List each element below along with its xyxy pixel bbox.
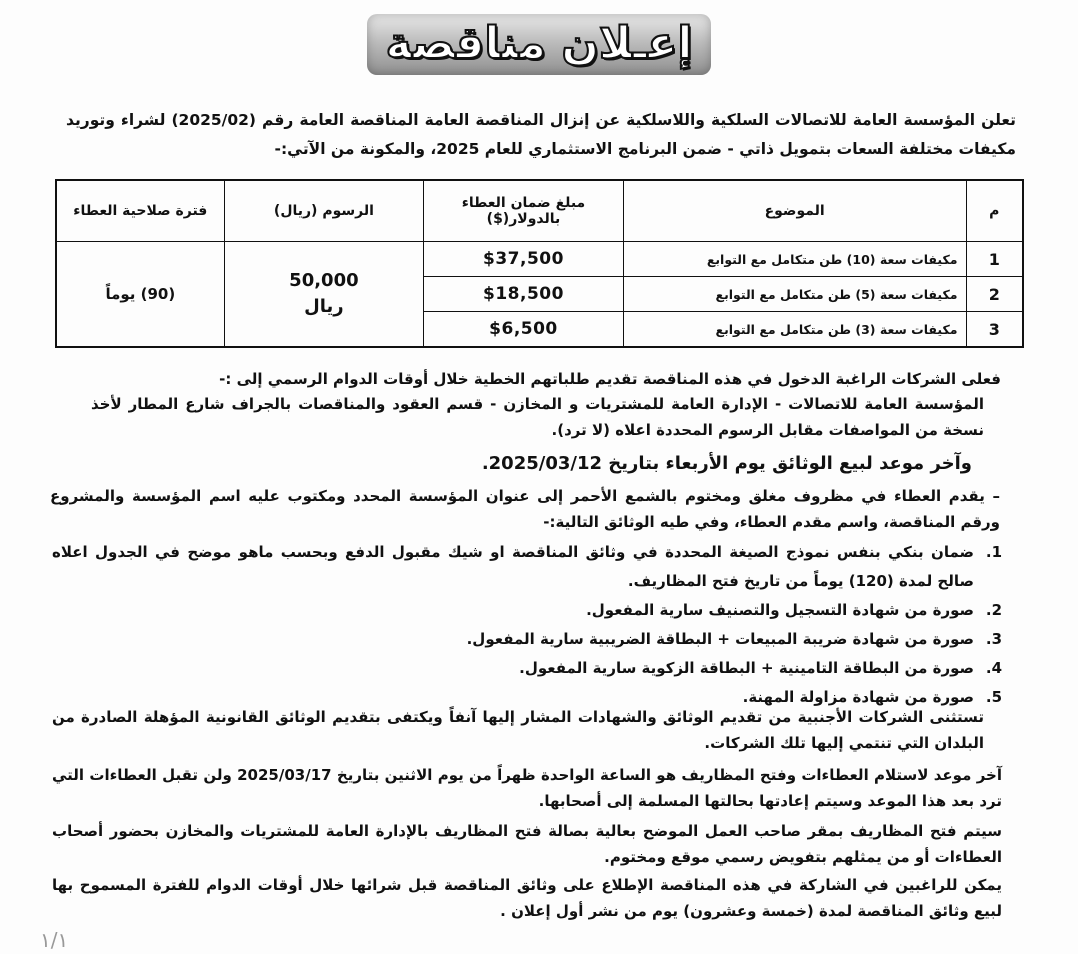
intro-paragraph: تعلن المؤسسة العامة للاتصالات السلكية واللاسلكية عن إنزال المناقصة العامة المناقصة العامة رقم (2025/02) لشراء وتوريد مكيفات مختلفة السعات بتمويل ذاتي - ضمن البرنامج الاستثماري للعام 2025، والمكونة من الآتي:- [66,111,1016,158]
header-guarantee: مبلغ ضمان العطاء بالدولار($) [424,180,624,242]
list-marker: 1. [985,543,1002,561]
list-item-text: ضمان بنكي بنفس نموذج الصيغة المحددة في وثائق المناقصة او شيك مقبول الدفع وبحسب ماهو موضح في الجدول اعلاه صالح لمدة (120) يوماً من تاريخ فتح المظاريف. [52,543,974,590]
header-num: م [966,180,1023,242]
row-guarantee: $6,500 [424,312,624,348]
list-marker: 4. [985,659,1002,677]
list-item [52,538,1002,596]
sale-deadline-paragraph: وآخر موعد لبيع الوثائق يوم الأربعاء بتاريخ 2025/03/12. [481,453,972,474]
envelope-paragraph: – يقدم العطاء في مظروف مغلق ومختوم بالشمع الأحمر إلى عنوان المؤسسة المحدد ومكتوب عليه اسم المؤسسة والمشروع ورقم المناقصة، واسم مقدم العطاء، وفي طيه الوثائق التالية:- [50,487,1000,531]
header-validity: فترة صلاحية العطاء [56,180,224,242]
list-item-text: صورة من شهادة التسجيل والتصنيف سارية المفعول. [586,601,974,619]
row-subject: مكيفات سعة (3) طن متكامل مع التوابع [623,312,966,348]
row-num: 2 [966,277,1023,312]
row-guarantee: $18,500 [424,277,624,312]
list-item-text: صورة من شهادة ضريبة المبيعات + البطاقة الضريبية سارية المفعول. [466,630,974,648]
list-item [52,654,1002,683]
row-num: 3 [966,312,1023,348]
receipt-deadline-paragraph: آخر موعد لاستلام العطاءات وفتح المظاريف هو الساعة الواحدة ظهراً من يوم الاثنين بتاريخ 2025/03/17 ولن تقبل العطاءات التي ترد بعد هذا الموعد وسيتم إعادتها بحالتها المسلمة إلى أصحابها. [52,766,1002,810]
fee-cell [224,242,424,348]
list-item-text: صورة من شهادة مزاولة المهنة. [742,688,974,706]
fee-unit: ريال [304,296,344,317]
title-banner [0,14,1078,75]
row-num: 1 [966,242,1023,277]
table-row [56,242,1023,277]
fee-amount: 50,000 [289,270,359,291]
row-guarantee: $37,500 [424,242,624,277]
opening-paragraph: سيتم فتح المظاريف بمقر صاحب العمل الموضح بعالية بصالة فتح المظاريف بالإدارة العامة للمشتريات والمخازن بحضور أصحاب العطاءات أو من يمثلهم بتفويض رسمي موقع ومختوم. [52,822,1002,866]
header-fees: الرسوم (ريال) [224,180,424,242]
foreign-companies-paragraph: تستثنى الشركات الأجنبية من تقديم الوثائق والشهادات المشار إليها آنفاً ويكتفى بتقديم الوثائق القانونية المؤهلة الصادرة من البلدان التي تنتمي إليها تلك الشركات. [52,708,984,752]
header-subject: الموضوع [623,180,966,242]
row-subject: مكيفات سعة (10) طن متكامل مع التوابع [623,242,966,277]
row-subject: مكيفات سعة (5) طن متكامل مع التوابع [623,277,966,312]
list-marker: 5. [985,688,1002,706]
address-paragraph: المؤسسة العامة للاتصالات - الإدارة العامة للمشتريات و المخازن - قسم العقود والمناقصات بالجراف شارع المطار لأخذ نسخة من المواصفات مقابل الرسوم المحددة اعلاه (لا ترد). [91,395,984,439]
tender-table [55,179,1024,348]
submission-paragraph: فعلى الشركات الراغبة الدخول في هذه المناقصة تقديم طلباتهم الخطية خلال أوقات الدوام الرسمي إلى :- [219,370,1001,388]
list-marker: 3. [985,630,1002,648]
table-header-row [56,180,1023,242]
validity-cell: (90) يوماً [56,242,224,348]
list-item [52,596,1002,625]
review-paragraph: يمكن للراغبين في الشاركة في هذه المناقصة الإطلاع على وثائق المناقصة قبل شرائها خلال أوقات الدوام للفترة المسموح بها لبيع وثائق المناقصة لمدة (خمسة وعشرون) يوم من نشر أول إعلان . [52,876,1002,920]
list-marker: 2. [985,601,1002,619]
documents-list [52,538,1002,712]
page-title: إعـلان مناقصة [367,14,710,75]
list-item [52,625,1002,654]
page-number: ١/١ [40,928,69,952]
list-item-text: صورة من البطاقة التامينية + البطاقة الزكوية سارية المفعول. [519,659,974,677]
